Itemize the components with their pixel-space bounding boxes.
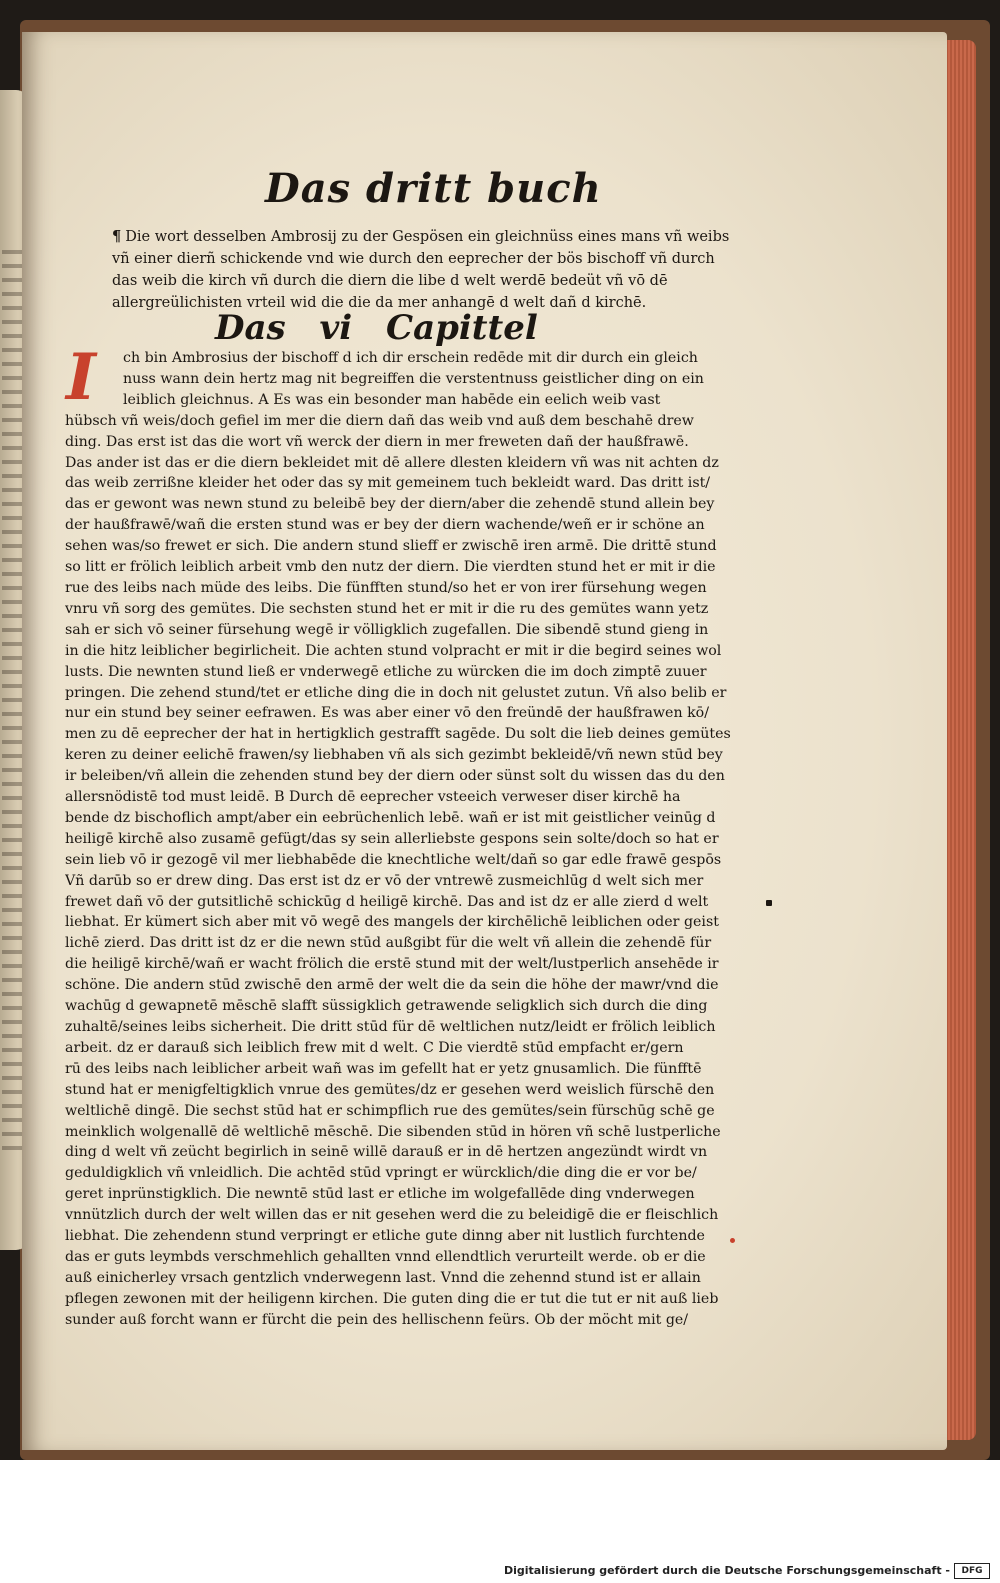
body-line: bende dz bischoflich ampt/aber ein eebrüchenlich lebē. wañ er ist mit geistlicher veinūg d xyxy=(65,809,716,826)
footer-bar xyxy=(0,1460,1000,1583)
body-line: so litt er frölich leiblich arbeit vmb den nutz der diern. Die vierdten stund het er mit ir die xyxy=(65,559,716,576)
body-line: rū des leibs nach leiblicher arbeit wañ was im gefellt hat er yetz gnusamlich. Die fünfftē xyxy=(65,1060,702,1077)
body-line: der haußfrawē/wañ die ersten stund was er bey der diern wachende/weñ er ir schöne an xyxy=(65,517,705,534)
body-line: Das ander ist das er die diern bekleidet mit dē allere dlesten kleidern vñ was nit achten dz xyxy=(65,454,719,471)
body-line: men zu dē eeprecher der hat in hertigklich gestrafft sagēde. Du solt die lieb deines gemütes xyxy=(65,726,731,743)
body-line: keren zu deiner eelichē frawen/sy liebhaben vñ als sich gezimbt bekleidē/vñ newn stūd bey xyxy=(65,747,723,764)
body-line: geret inprünstigklich. Die newntē stūd last er etliche im wolgefallēde ding vnderwegen xyxy=(65,1186,695,1203)
body-line: pringen. Die zehend stund/tet er etliche ding die in doch nit gelustet zutun. Vñ also belib er xyxy=(65,684,727,701)
red-ink-mark xyxy=(730,1238,735,1243)
body-line: meinklich wolgenallē dē weltlichē mēschē. Die sibenden stūd in hören vñ schē lustperliche xyxy=(65,1123,721,1140)
body-line: vnru vñ sorg des gemütes. Die sechsten stund het er mit ir die ru des gemütes wann yetz xyxy=(65,600,709,617)
body-line: sah er sich vō seiner fürsehung wegē ir völligklich zugefallen. Die sibendē stund gieng in xyxy=(65,621,709,638)
body-line: stund hat er menigfeltigklich vnrue des gemütes/dz er gesehen werd weislich fürschē den xyxy=(65,1081,715,1098)
body-line: in die hitz leiblicher begirlicheit. Die achten stund volpracht er mit ir die begird seines wol xyxy=(65,642,722,659)
show-through-ghost xyxy=(742,222,942,352)
body-line: ir beleiben/vñ allein die zehenden stund bey der diern oder sünst solt du wissen das du den xyxy=(65,768,725,785)
body-line: wachūg d gewapnetē mēschē slafft süssigklich getrawende seligklich sich durch die ding xyxy=(65,998,708,1015)
body-line: zuhaltē/seines leibs sicherheit. Die dritt stūd für dē weltlichen nutz/leidt er frölich leiblich xyxy=(65,1019,716,1035)
body-line: ding d welt vñ zeücht begirlich in seinē willē darauß er in dē hertzen angezündt wirdt vn xyxy=(65,1144,708,1161)
body-line: Vñ darūb so er drew ding. Das erst ist dz er vō der vntrewē zusmeichlūg d welt sich mer xyxy=(65,872,704,889)
body-line: frewet dañ vō der gutsitlichē schickūg d heiligē kirchē. Das and ist dz er alle zierd d welt xyxy=(65,893,709,910)
margin-mark xyxy=(766,900,772,906)
body-line: liebhat. Die zehendenn stund verpringt er etliche gute dinng aber nit lustlich furchtende xyxy=(65,1228,705,1245)
footer-credit: Digitalisierung gefördert durch die Deutsche Forschungsgemeinschaft - xyxy=(503,1564,950,1577)
body-line: geduldigklich vñ vnleidlich. Die achtēd stūd vpringt er würcklich/die ding die er vor be/ xyxy=(65,1165,697,1182)
pilcrow-icon: ¶ xyxy=(112,228,122,245)
red-initial: I xyxy=(66,340,96,415)
chapter-heading: Das vi Capittel xyxy=(215,308,538,348)
running-head: Das dritt buch xyxy=(265,165,602,212)
body-line: weltlichē dingē. Die sechst stūd hat er schimpflich rue des gemütes/sein fürschūg schē ge xyxy=(65,1102,715,1119)
body-line: sunder auß forcht wann er fürcht die pein des hellischenn feürs. Ob der möcht mit ge/ xyxy=(65,1311,689,1328)
body-line: hübsch vñ weis/doch gefiel im mer die diern dañ das weib vnd auß dem beschahē drew xyxy=(65,412,694,429)
dfg-logo: DFG xyxy=(954,1563,990,1579)
body-line: ch bin Ambrosius der bischoff d ich dir erschein redēde mit dir durch ein gleich xyxy=(123,350,698,366)
body-line: das weib zerrißne kleider het oder das sy mit gemeinem tuch bekleidt ward. Das dritt ist/ xyxy=(65,475,711,492)
body-line: nuss wann dein hertz mag nit begreiffen die verstentnuss geistlicher ding on ein xyxy=(123,370,704,387)
body-line: rue des leibs nach müde des leibs. Die fünfften stund/so het er von irer fürsehung wegen xyxy=(65,579,707,596)
body-line: sein lieb vō ir gezogē vil mer liebhabēde die knechtliche welt/dañ so gar edle frawē gespōs xyxy=(65,851,722,868)
body-line: nur ein stund bey seiner eefrawen. Es was aber einer vō den freündē der haußfrawen kō/ xyxy=(65,705,710,722)
body-line: arbeit. dz er darauß sich leiblich frew mit d welt. C Die vierdtē stūd empfacht er/gern xyxy=(65,1039,684,1056)
body-line: allersnödistē tod must leidē. B Durch dē eeprecher vsteeich verweser diser kirchē ha xyxy=(65,789,681,806)
body-line: ding. Das erst ist das die wort vñ werck der diern in mer freweten dañ der haußfrawē. xyxy=(65,433,689,450)
chapter-summary-text: Die wort desselben Ambrosij zu der Gespösen ein gleichnüss eines mans vñ weibs vñ einer dierñ schickende vnd wie durch den eeprecher der bös bischoff vñ durch das weib die kirch vñ durch die diern die libe d welt werdē bedeüt vñ vō dē allergreülichisten vrteil wid die die da mer anhangē d welt dañ d kirchē. xyxy=(112,229,730,311)
body-text xyxy=(65,340,743,1331)
body-line: das er guts leymbds verschmehlich gehallten vnnd ellendtlich verurteilt werde. ob er die xyxy=(65,1248,706,1265)
body-line: das er gewont was newn stund zu beleibē bey der diern/aber die zehendē stund allein bey xyxy=(65,496,715,513)
body-line: lusts. Die newnten stund ließ er vnderwegē etliche zu würcken die im doch zimptē zuuer xyxy=(65,663,707,680)
body-line: liebhat. Er kümert sich aber mit vō wegē des mangels der kirchēlichē leiblichen oder geist xyxy=(65,914,719,931)
body-line: die heiligē kirchē/wañ er wacht frölich die erstē stund mit der welt/lustperlich ansehēde ir xyxy=(65,956,719,973)
chapter-summary xyxy=(112,226,732,314)
body-line: vnnützlich durch der welt willen das er nit gesehen werd die zu beleidigē die er fleischlich xyxy=(65,1207,719,1224)
body-line: leiblich gleichnus. A Es was ein besonder man habēde ein eelich weib vast xyxy=(123,391,661,408)
body-line: pflegen zewonen mit der heiligenn kirchen. Die guten ding die er tut die tut er nit auß lieb xyxy=(65,1290,719,1307)
body-line: schöne. Die andern stūd zwischē den armē der welt die da sein die höhe der mawr/vnd die xyxy=(65,977,719,994)
body-line: sehen was/so frewet er sich. Die andern stund slieff er zwischē iren armē. Die drittē stund xyxy=(65,538,717,555)
body-line: lichē zierd. Das dritt ist dz er die newn stūd außgibt für die welt vñ allein die zehendē für xyxy=(65,935,712,952)
body-line: heiligē kirchē also zusamē gefügt/das sy sein allerliebste gespons sein solte/doch so hat er xyxy=(65,830,719,847)
body-line: auß einicherley vrsach gentzlich vnderwegenn last. Vnnd die zehennd stund ist er allain xyxy=(65,1269,701,1286)
